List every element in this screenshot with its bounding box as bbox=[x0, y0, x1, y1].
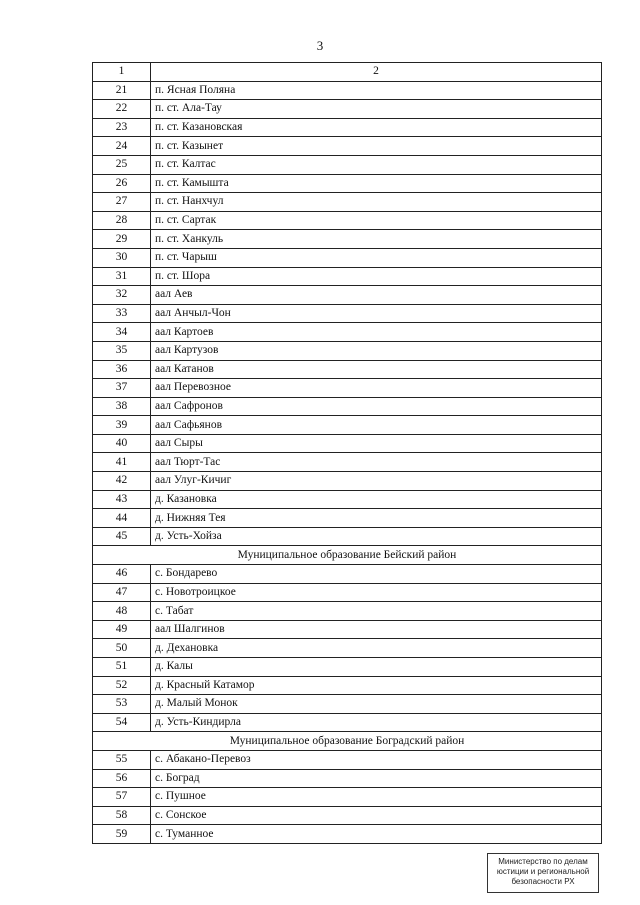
settlement-name: с. Бондарево bbox=[151, 565, 602, 584]
stamp-line: Министерство по делам bbox=[498, 857, 588, 866]
settlement-name: аал Картузов bbox=[151, 341, 602, 360]
page-number: 3 bbox=[316, 38, 324, 53]
table-row bbox=[93, 472, 602, 491]
table-row bbox=[93, 620, 602, 639]
row-number: 49 bbox=[93, 620, 151, 639]
row-number: 41 bbox=[93, 453, 151, 472]
table-row bbox=[93, 174, 602, 193]
row-number: 56 bbox=[93, 769, 151, 788]
row-number: 34 bbox=[93, 323, 151, 342]
settlement-name: п. ст. Казынет bbox=[151, 137, 602, 156]
settlement-name: д. Усть-Хойза bbox=[151, 527, 602, 546]
table-row bbox=[93, 360, 602, 379]
row-number: 23 bbox=[93, 118, 151, 137]
section-header-row bbox=[93, 732, 602, 751]
table-row bbox=[93, 137, 602, 156]
column-header-number: 1 bbox=[93, 63, 151, 82]
row-number: 57 bbox=[93, 788, 151, 807]
settlement-name: д. Усть-Киндирла bbox=[151, 713, 602, 732]
row-number: 59 bbox=[93, 825, 151, 844]
table-row bbox=[93, 639, 602, 658]
section-title: Муниципальное образование Боградский район bbox=[93, 732, 602, 751]
table-row bbox=[93, 490, 602, 509]
settlement-name: д. Дехановка bbox=[151, 639, 602, 658]
settlement-name: с. Пушное bbox=[151, 788, 602, 807]
settlement-name: аал Улуг-Кичиг bbox=[151, 472, 602, 491]
table-row bbox=[93, 341, 602, 360]
settlement-name: с. Табат bbox=[151, 602, 602, 621]
table-row bbox=[93, 788, 602, 807]
row-number: 51 bbox=[93, 658, 151, 677]
column-header-name: 2 bbox=[151, 63, 602, 82]
stamp-line: юстиции и региональной bbox=[496, 867, 590, 876]
row-number: 40 bbox=[93, 434, 151, 453]
table-row bbox=[93, 397, 602, 416]
settlement-name: аал Перевозное bbox=[151, 379, 602, 398]
settlement-name: п. Ясная Поляна bbox=[151, 81, 602, 100]
table-row bbox=[93, 713, 602, 732]
row-number: 44 bbox=[93, 509, 151, 528]
settlement-name: п. ст. Ала-Тау bbox=[151, 100, 602, 119]
settlement-name: д. Казановка bbox=[151, 490, 602, 509]
settlement-name: аал Сыры bbox=[151, 434, 602, 453]
settlement-name: с. Сонское bbox=[151, 806, 602, 825]
row-number: 33 bbox=[93, 304, 151, 323]
settlement-name: аал Аев bbox=[151, 286, 602, 305]
row-number: 50 bbox=[93, 639, 151, 658]
settlement-name: п. ст. Нанхчул bbox=[151, 193, 602, 212]
table-row bbox=[93, 211, 602, 230]
settlement-name: д. Калы bbox=[151, 658, 602, 677]
stamp-line: безопасности РХ bbox=[511, 877, 575, 886]
row-number: 27 bbox=[93, 193, 151, 212]
row-number: 48 bbox=[93, 602, 151, 621]
table-row bbox=[93, 434, 602, 453]
table-row bbox=[93, 267, 602, 286]
table-row bbox=[93, 379, 602, 398]
table-row bbox=[93, 750, 602, 769]
settlement-name: аал Шалгинов bbox=[151, 620, 602, 639]
table-row bbox=[93, 453, 602, 472]
settlement-name: аал Картоев bbox=[151, 323, 602, 342]
settlements-table bbox=[92, 62, 602, 844]
settlement-name: п. ст. Камышта bbox=[151, 174, 602, 193]
settlement-name: п. ст. Ханкуль bbox=[151, 230, 602, 249]
table-row bbox=[93, 695, 602, 714]
table-row bbox=[93, 100, 602, 119]
settlement-name: с. Туманное bbox=[151, 825, 602, 844]
row-number: 37 bbox=[93, 379, 151, 398]
table-row bbox=[93, 118, 602, 137]
table-header-row bbox=[93, 63, 602, 82]
table-row bbox=[93, 509, 602, 528]
row-number: 30 bbox=[93, 248, 151, 267]
table-row bbox=[93, 248, 602, 267]
table-row bbox=[93, 676, 602, 695]
settlement-name: п. ст. Чарыш bbox=[151, 248, 602, 267]
table-row bbox=[93, 658, 602, 677]
settlement-name: с. Боград bbox=[151, 769, 602, 788]
table-row bbox=[93, 304, 602, 323]
settlement-name: д. Красный Катамор bbox=[151, 676, 602, 695]
table-row bbox=[93, 230, 602, 249]
settlement-name: п. ст. Калтас bbox=[151, 155, 602, 174]
section-header-row bbox=[93, 546, 602, 565]
table-row bbox=[93, 286, 602, 305]
table-row bbox=[93, 825, 602, 844]
row-number: 29 bbox=[93, 230, 151, 249]
row-number: 21 bbox=[93, 81, 151, 100]
row-number: 53 bbox=[93, 695, 151, 714]
row-number: 47 bbox=[93, 583, 151, 602]
row-number: 35 bbox=[93, 341, 151, 360]
settlement-name: аал Тюрт-Тас bbox=[151, 453, 602, 472]
settlement-name: аал Сафронов bbox=[151, 397, 602, 416]
table-row bbox=[93, 806, 602, 825]
settlement-name: п. ст. Казановская bbox=[151, 118, 602, 137]
row-number: 45 bbox=[93, 527, 151, 546]
row-number: 55 bbox=[93, 750, 151, 769]
row-number: 42 bbox=[93, 472, 151, 491]
settlement-name: д. Малый Монок bbox=[151, 695, 602, 714]
row-number: 58 bbox=[93, 806, 151, 825]
table-row bbox=[93, 155, 602, 174]
table-row bbox=[93, 602, 602, 621]
row-number: 22 bbox=[93, 100, 151, 119]
table-body bbox=[93, 81, 602, 843]
settlement-name: с. Новотроицкое bbox=[151, 583, 602, 602]
row-number: 32 bbox=[93, 286, 151, 305]
row-number: 38 bbox=[93, 397, 151, 416]
table-row bbox=[93, 193, 602, 212]
ministry-stamp bbox=[487, 853, 599, 893]
row-number: 28 bbox=[93, 211, 151, 230]
table-row bbox=[93, 323, 602, 342]
settlement-name: аал Катанов bbox=[151, 360, 602, 379]
table-row bbox=[93, 416, 602, 435]
settlement-name: с. Абакано-Перевоз bbox=[151, 750, 602, 769]
table-row bbox=[93, 81, 602, 100]
settlement-name: д. Нижняя Тея bbox=[151, 509, 602, 528]
row-number: 31 bbox=[93, 267, 151, 286]
row-number: 24 bbox=[93, 137, 151, 156]
table-row bbox=[93, 583, 602, 602]
row-number: 54 bbox=[93, 713, 151, 732]
settlement-name: аал Анчыл-Чон bbox=[151, 304, 602, 323]
table-row bbox=[93, 769, 602, 788]
row-number: 39 bbox=[93, 416, 151, 435]
row-number: 25 bbox=[93, 155, 151, 174]
settlement-name: аал Сафьянов bbox=[151, 416, 602, 435]
table-row bbox=[93, 565, 602, 584]
settlement-name: п. ст. Шора bbox=[151, 267, 602, 286]
row-number: 46 bbox=[93, 565, 151, 584]
settlement-name: п. ст. Сартак bbox=[151, 211, 602, 230]
table-row bbox=[93, 527, 602, 546]
row-number: 52 bbox=[93, 676, 151, 695]
row-number: 26 bbox=[93, 174, 151, 193]
row-number: 36 bbox=[93, 360, 151, 379]
section-title: Муниципальное образование Бейский район bbox=[93, 546, 602, 565]
row-number: 43 bbox=[93, 490, 151, 509]
